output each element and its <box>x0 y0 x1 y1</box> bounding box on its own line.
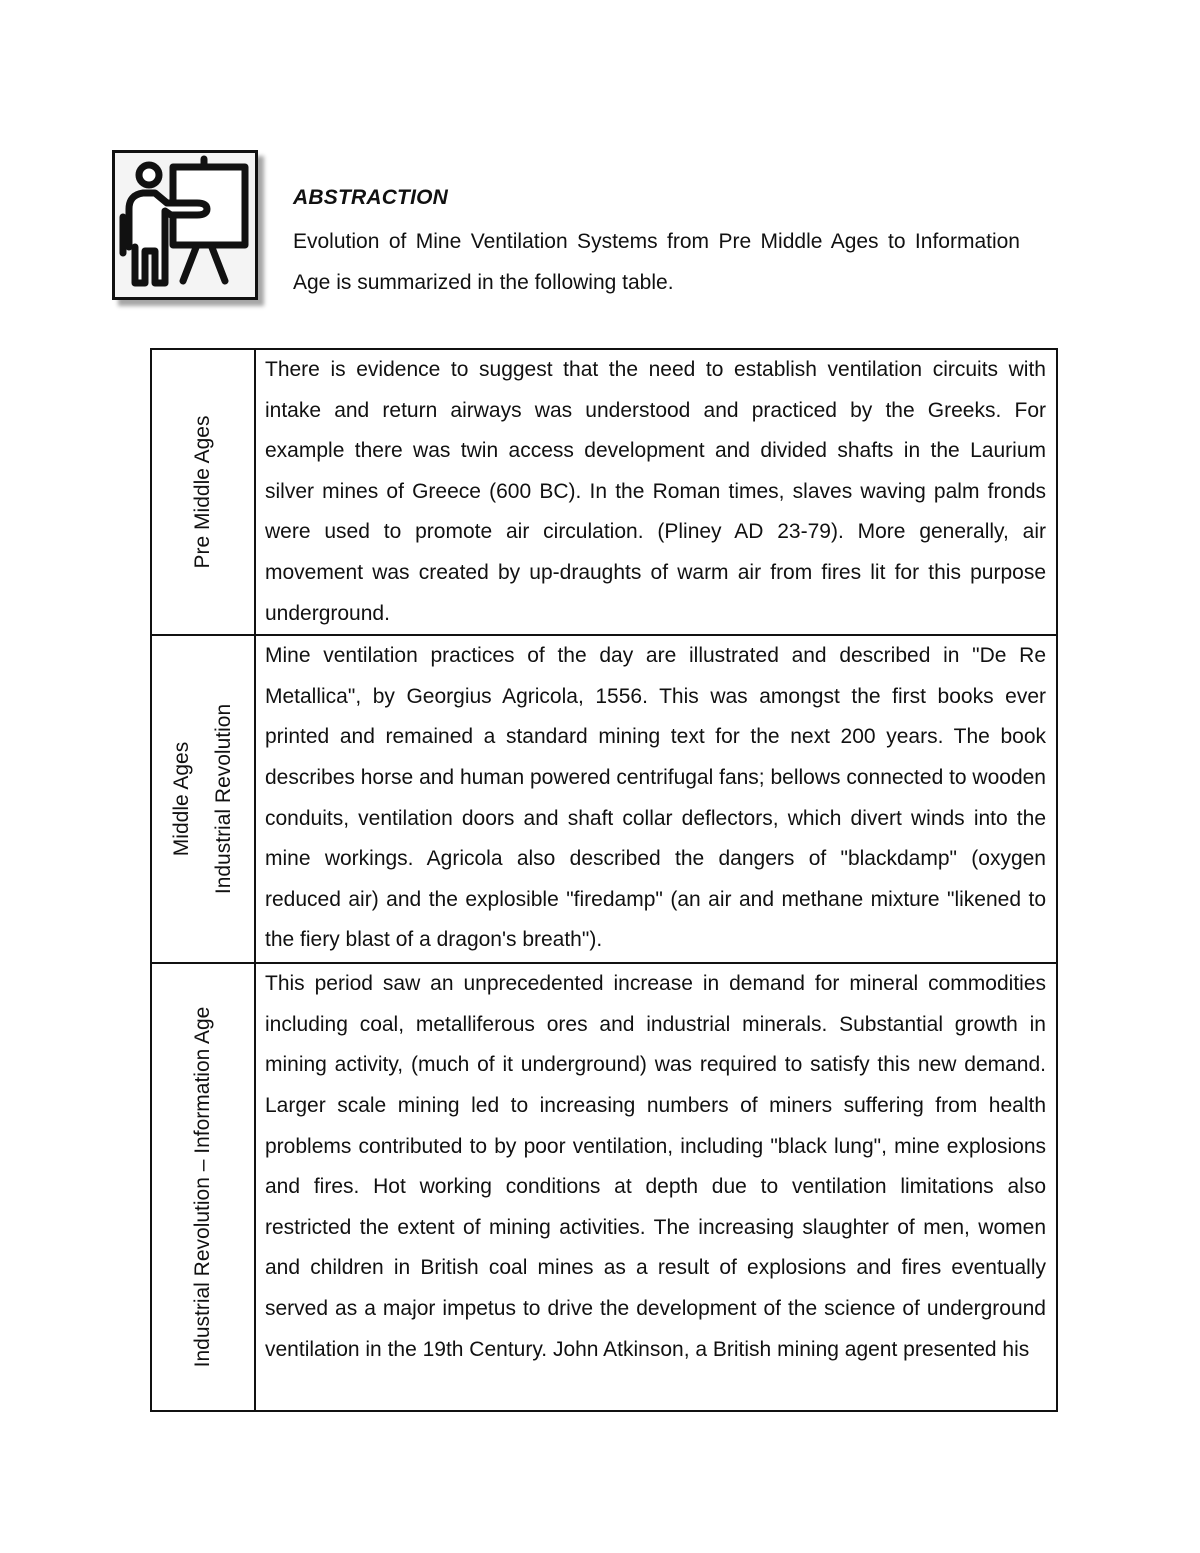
row-label-cell <box>151 349 255 635</box>
row-label <box>161 704 245 894</box>
row-label-line: Industrial Revolution – Information Age <box>191 1006 214 1368</box>
row-label-cell <box>151 635 255 963</box>
abstract-title: ABSTRACTION <box>293 186 449 209</box>
row-label-cell <box>151 963 255 1411</box>
row-label-line: Industrial Revolution <box>212 704 235 895</box>
table-row <box>151 635 1057 963</box>
row-label-line: Middle Ages <box>170 741 193 857</box>
table-row <box>151 349 1057 635</box>
abstract-text: Evolution of Mine Ventilation Systems from Pre Middle Ages to Information Age is summarized in the following table. <box>293 230 1020 294</box>
row-label <box>182 416 224 569</box>
presenter-at-board-icon <box>115 153 255 297</box>
presenter-icon-box <box>112 150 258 300</box>
evolution-table <box>150 348 1058 1412</box>
row-text: This period saw an unprecedented increase in demand for mineral commodities including coal, metalliferous ores and industrial minerals. Substantial growth in mining activity, (much of it underground) was required to satisfy this new demand. Larger scale mining led to increasing numbers of miners suffering from health problems contributed to by poor ventilation, including "black lung", mine explosions and fires. Hot working conditions at depth due to ventilation limitations also restricted the extent of mining activities. The increasing slaughter of men, women and children in British coal mines as a result of explosions and fires eventually served as a major impetus to drive the development of the science of underground ventilation in the 19th Century. John Atkinson, a British mining agent presented his <box>255 963 1057 1411</box>
row-label-line: Pre Middle Ages <box>191 415 214 569</box>
table-row <box>151 963 1057 1411</box>
row-label <box>182 1007 224 1368</box>
row-text: There is evidence to suggest that the need to establish ventilation circuits with intake and return airways was understood and practiced by the Greeks. For example there was twin access development and divided shafts in the Laurium silver mines of Greece (600 BC). In the Roman times, slaves waving palm fronds were used to promote air circulation. (Pliney AD 23-79). More generally, air movement was created by up-draughts of warm air from fires lit for this purpose underground. <box>255 349 1057 635</box>
row-text: Mine ventilation practices of the day are illustrated and described in "De Re Metallica", by Georgius Agricola, 1556. This was amongst the first books ever printed and remained a standard mining text for the next 200 years. The book describes horse and human powered centrifugal fans; bellows connected to wooden conduits, ventilation doors and shaft collar deflectors, which divert winds into the mine workings. Agricola also described the dangers of "blackdamp" (oxygen reduced air) and the explosible "firedamp" (an air and methane mixture "likened to the fiery blast of a dragon's breath"). <box>255 635 1057 963</box>
